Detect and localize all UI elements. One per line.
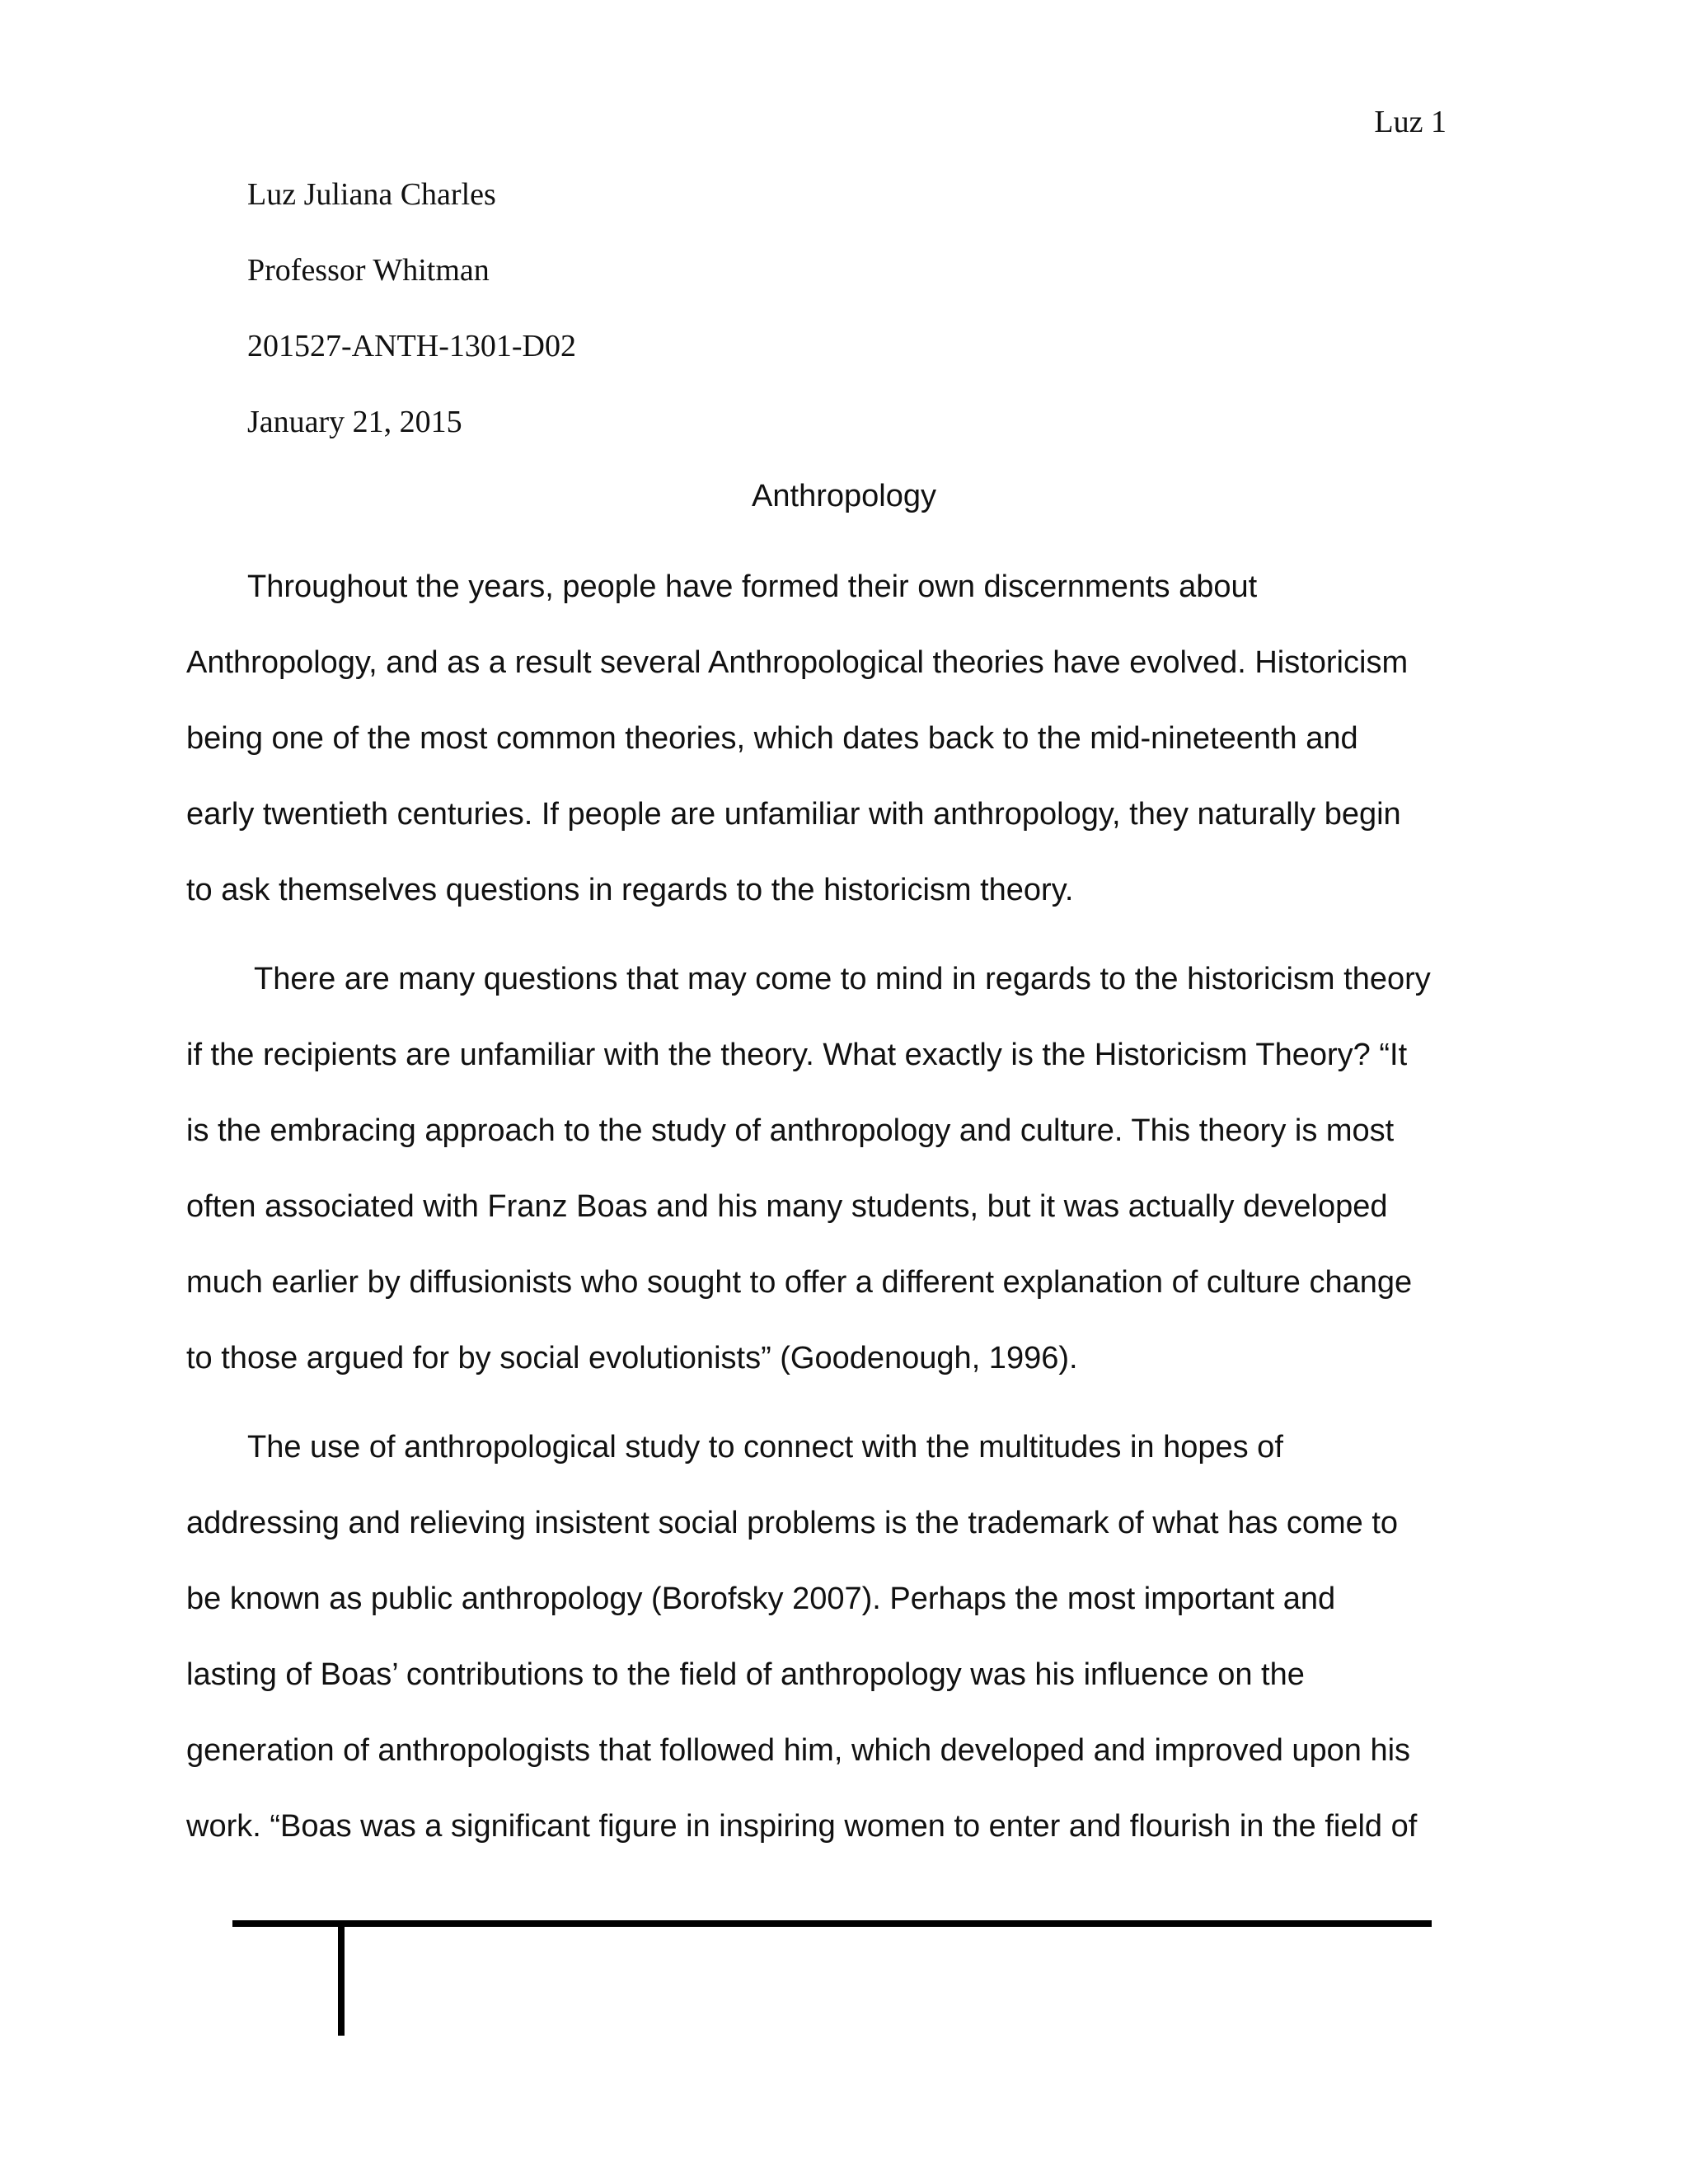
paragraph-1-line: to ask themselves questions in regards to the historicism theory. [186, 873, 1074, 907]
paragraph-2-line: much earlier by diffusionists who sought to offer a different explanation of culture change [186, 1265, 1413, 1300]
professor-name: Professor Whitman [247, 253, 490, 288]
paragraph-3-line: generation of anthropologists that followed him, which developed and improved upon his [186, 1733, 1411, 1768]
paragraph-3-line: be known as public anthropology (Borofsky 2007). Perhaps the most important and [186, 1582, 1336, 1616]
paragraph-2-line: often associated with Franz Boas and his many students, but it was actually developed [186, 1189, 1388, 1224]
paragraph-3-line: work. “Boas was a significant figure in inspiring women to enter and flourish in the field of [186, 1809, 1418, 1844]
paragraph-2-line: is the embracing approach to the study of anthropology and culture. This theory is most [186, 1113, 1395, 1148]
paragraph-2-line: if the recipients are unfamiliar with the theory. What exactly is the Historicism Theory? “It [186, 1038, 1408, 1072]
document-date: January 21, 2015 [247, 405, 462, 439]
footer-horizontal-rule [232, 1920, 1432, 1927]
course-code: 201527-ANTH-1301-D02 [247, 329, 576, 363]
running-head: Luz 1 [1374, 105, 1447, 139]
paragraph-1-line: being one of the most common theories, which dates back to the mid-nineteenth and [186, 721, 1358, 756]
paragraph-2-line: There are many questions that may come to mind in regards to the historicism theory [254, 962, 1431, 996]
paragraph-3-line: addressing and relieving insistent social problems is the trademark of what has come to [186, 1506, 1399, 1540]
paragraph-3-line: lasting of Boas’ contributions to the field of anthropology was his influence on the [186, 1657, 1305, 1692]
page-title: Anthropology [752, 479, 936, 513]
paragraph-1-line: Throughout the years, people have formed their own discernments about [247, 569, 1258, 604]
paragraph-3-line: The use of anthropological study to connect with the multitudes in hopes of [247, 1430, 1283, 1465]
paragraph-2-line: to those argued for by social evolutionists” (Goodenough, 1996). [186, 1341, 1078, 1376]
paragraph-1-line: early twentieth centuries. If people are unfamiliar with anthropology, they naturally begin [186, 797, 1401, 832]
paragraph-1-line: Anthropology, and as a result several Anthropological theories have evolved. Historicism [186, 645, 1409, 680]
footer-vertical-rule [338, 1920, 345, 2036]
author-name: Luz Juliana Charles [247, 177, 496, 212]
